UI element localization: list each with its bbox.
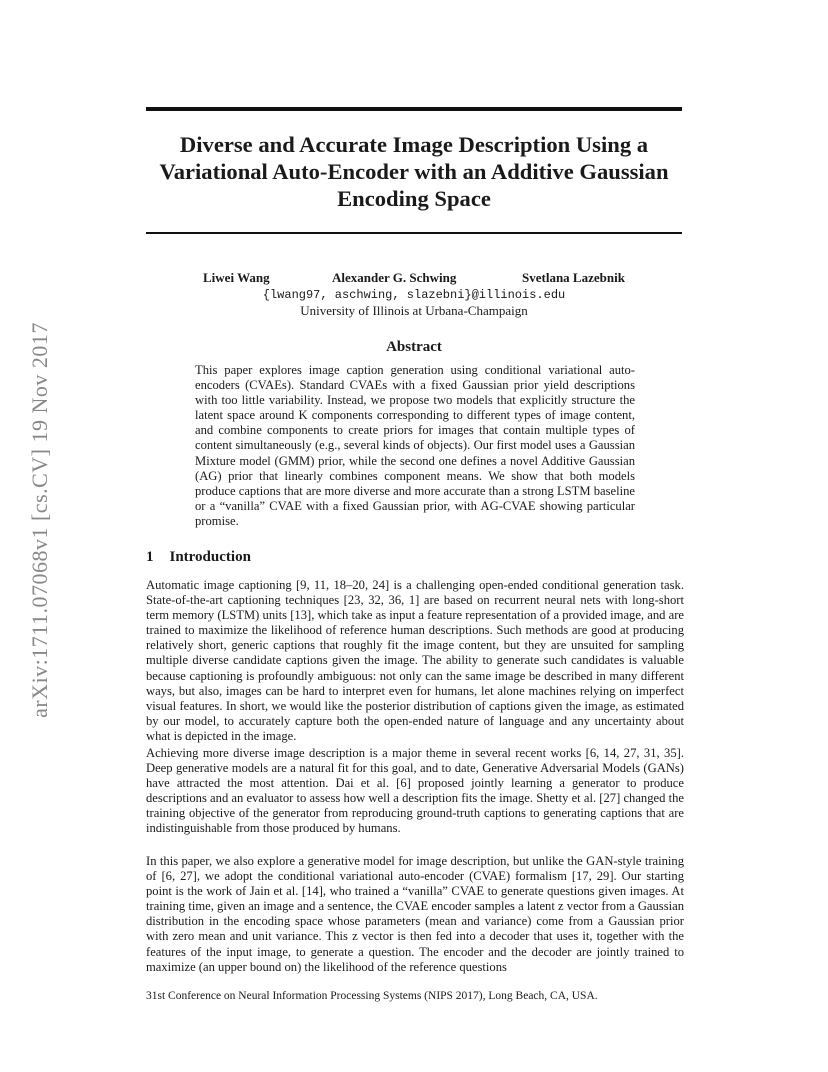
title-line-3: Encoding Space [337,186,491,211]
author-name: Svetlana Lazebnik [522,270,625,285]
title-bottom-rule [146,232,682,234]
arxiv-identifier: arXiv:1711.07068v1 [cs.CV] 19 Nov 2017 [27,322,52,718]
author-name: Liwei Wang [203,270,270,285]
abstract-text: This paper explores image caption generation using conditional variational auto-encoders (CVAEs). Standard CVAEs with a fixed Gaussian prior yield descriptions with too little variability. Instead, we propose two models that explicitly structure the latent space around K components corresponding to different types of image content, and combine components to create priors for images that contain multiple types of content simultaneously (e.g., several kinds of objects). Our first model uses a Gaussian Mixture model (GMM) prior, while the second one defines a novel Additive Gaussian (AG) prior that linearly combines component means. We show that both models produce captions that are more diverse and more accurate than a strong LSTM baseline or a “vanilla” CVAE with a fixed Gaussian prior, with AG-CVAE showing particular promise. [195,363,635,528]
affiliation: University of Illinois at Urbana-Champaign [300,303,528,318]
author-name: Alexander G. Schwing [332,270,457,285]
title-top-rule [146,107,682,111]
abstract-heading: Abstract [386,339,442,355]
section-heading [146,549,251,566]
section-number: 1 [146,549,154,565]
section-title: Introduction [169,549,251,565]
intro-paragraph-2: Achieving more diverse image description is a major theme in several recent works [6, 14, 27, 31, 35]. Deep generative models are a natural fit for this goal, and to date, Generative Adversarial Models (GANs) have attracted the most attention. Dai et al. [6] proposed jointly learning a generator to produce descriptions and an evaluator to assess how well a description fits the image. Shetty et al. [27] changed the training objective of the generator from reproducing ground-truth captions to generating captions that are indistinguishable from those produced by humans. [146,746,684,836]
intro-paragraph-1: Automatic image captioning [9, 11, 18–20, 24] is a challenging open-ended conditional generation task. State-of-the-art captioning techniques [23, 32, 36, 1] are based on recurrent neural nets with long-short term memory (LSTM) units [13], which take as input a feature representation of a provided image, and are trained to maximize the likelihood of reference human descriptions. Such methods are good at producing relatively short, generic captions that roughly fit the image content, but they are unsuited for sampling multiple diverse candidate captions given the image. The ability to generate such candidates is valuable because captioning is profoundly ambiguous: not only can the same image be described in many different ways, but also, images can be hard to interpret even for humans, let alone machines relying on imperfect visual features. In short, we would like the posterior distribution of captions given the image, as estimated by our model, to accurately capture both the open-ended nature of language and any uncertainty about what is depicted in the image. [146,578,684,743]
paper-title [120,131,708,212]
intro-paragraph-3: In this paper, we also explore a generative model for image description, but unlike the GAN-style training of [6, 27], we adopt the conditional variational auto-encoder (CVAE) formalism [17, 29]. Our starting point is the work of Jain et al. [14], who trained a “vanilla” CVAE to generate questions given images. At training time, given an image and a sentence, the CVAE encoder samples a latent z vector from a Gaussian distribution in the encoding space whose parameters (mean and variance) come from a Gaussian prior with zero mean and unit variance. This z vector is then fed into a decoder that uses it, together with the features of the input image, to generate a question. The encoder and the decoder are jointly trained to maximize (an upper bound on) the likelihood of the reference questions [146,854,684,974]
author-emails: {lwang97, aschwing, slazebni}@illinois.edu [262,288,566,302]
title-line-2: Variational Auto-Encoder with an Additive Gaussian [159,159,669,184]
title-line-1: Diverse and Accurate Image Description Using a [179,132,649,157]
conference-footnote: 31st Conference on Neural Information Processing Systems (NIPS 2017), Long Beach, CA, USA. [146,990,598,1002]
